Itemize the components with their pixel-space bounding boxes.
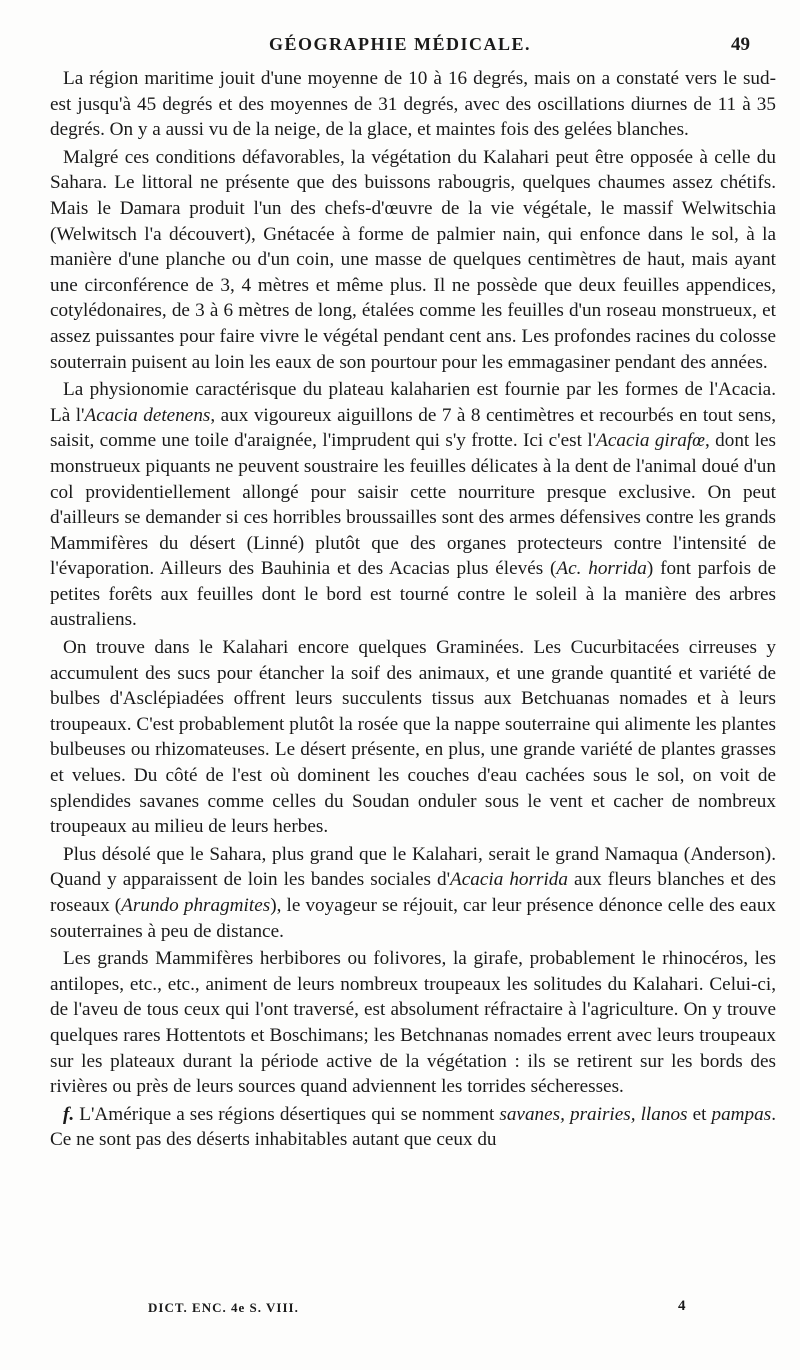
italic-term: Acacia horrida (450, 869, 568, 891)
text-run: et (687, 1103, 712, 1125)
footer-mark: 4 (678, 1298, 687, 1314)
running-title: GÉOGRAPHIE MÉDICALE. (268, 34, 532, 54)
text-run: Plus désolé que le Sahara, plus grand que le Kalahari, serait le grand Namaqua (Anderson). Quand y apparaissent de loin les bandes sociales d' (50, 843, 776, 891)
text-run: . Ce ne sont pas des déserts inhabitables autant que ceux du (50, 1103, 776, 1151)
text-run: L'Amérique a ses régions désertiques qui se nomment (74, 1103, 500, 1125)
running-head (40, 34, 760, 58)
text-run: ), le voyageur se réjouit, car leur présence dénonce celle des eaux souterraines à peu de distance. (50, 895, 777, 942)
body-text (50, 66, 776, 1155)
page-number: 49 (731, 34, 750, 55)
text-run: La physionomie caractérisque du plateau kalaharien est fournie par les formes de l'Acacia. Là l' (50, 379, 776, 426)
italic-term: Ac. horrida (556, 558, 647, 580)
italic-term: pampas (711, 1103, 772, 1125)
paragraph-vegetation: Malgré ces conditions défavorables, la végétation du Kalahari peut être opposée à celle du Sahara. Le littoral ne présente que des buissons rabougris, quelques chaumes assez chétifs. Mais le Damara produit l'un des chefs-d'œuvre de la vie végétale, le massif Welwitschia (Welwitsch l'a découvert), Gnétacée à forme de palmier nain, qui enfonce dans le sol, à la manière d'une planche ou d'un coin, une masse de quelques centimètres de haut, mais ayant une circonférence de 3, 4 mètres et même plus. Il ne possède que deux feuilles appendices, cotylédonaires, de 3 à 6 mètres de long, étalées comme les feuilles d'un roseau monstrueux, et assez puissantes pour faire vivre le végétal pendant cent ans. Les profondes racines du colosse souterrain puisent au loin les eaux de son pourtour pour les emmagasiner pendant des années. (50, 146, 776, 373)
paragraph-mammals: Les grands Mammifères herbibores ou folivores, la girafe, probablement le rhinocéros, les antilopes, etc., etc., animent de leurs nombreux troupeaux les solitudes du Kalahari. Celui-ci, de l'aveu de tous ceux qui l'ont traversé, est absolument réfractaire à l'agriculture. On y trouve quelques rares Hottentots et Boschimans; les Betchnanas nomades errent avec leurs troupeaux sur les plateaux durant la période active de la végétation : ils se retirent sur les bords des rivières ou près de leurs sources quand adviennent les torrides sécheresses. (50, 948, 776, 1098)
paragraph-graminees: On trouve dans le Kalahari encore quelques Graminées. Les Cucurbitacées cirreuses y accumulent des sucs pour étancher la soif des animaux, et une grande quantité et variété de bulbes d'Asclépiadées offrent leurs succulents tissus aux Betchuanas nomades et à leurs troupeaux. C'est probablement plutôt la rosée que la nappe souterraine qui alimente les plantes bulbeuses ou rhizomateuses. Le désert présente, en plus, une grande variété de plantes grasses et velues. Du côté de l'est où dominent les couches d'eau cachées sous le sol, on voit de splendides savanes comme celles du Soudan onduler sous le vent et cacher de nombreux troupeaux au milieu de leurs herbes. (50, 637, 776, 838)
signature-mark: DICT. ENC. 4e S. VIII. (148, 1300, 299, 1315)
italic-term: Acacia girafœ (596, 430, 705, 452)
footer (148, 1300, 760, 1322)
text-run: , aux vigoureux aiguillons de 7 à 8 centimètres et recourbés en tout sens, saisit, comme une toile d'araignée, l'imprudent qui s'y frotte. Ici c'est l' (50, 404, 776, 452)
paragraph-acacia (50, 377, 776, 633)
text-run: aux fleurs blanches et des roseaux ( (50, 869, 776, 916)
paragraph-climate: La région maritime jouit d'une moyenne de 10 à 16 degrés, mais on a constaté vers le sud-est jusqu'à 45 degrés et des moyennes de 31 degrés, avec des oscillations diurnes de 11 à 35 degrés. On y a aussi vu de la neige, de la glace, et maintes fois des gelées blanches. (50, 68, 776, 141)
text-run: , dont les monstrueux piquants ne peuvent soustraire les feuilles délicates à la dent de l'animal doué d'un col providentiellement allongé pour saisir cette nourriture presque exclusive. On peut d'ailleurs se demander si ces horribles broussailles sont des armes défensives contre les grands Mammifères du désert (Linné) plutôt que des organes protecteurs contre l'intensité de l'évaporation. Ailleurs des Bauhinia et des Acacias plus élevés ( (50, 430, 776, 580)
paragraph-namaqua (50, 842, 776, 944)
italic-term: Arundo phragmites (121, 895, 271, 916)
text-run: ) font parfois de petites forêts aux feuilles dont le bord est tourné contre le soleil à la manière des arbres australiens. (50, 558, 776, 631)
italic-term: savanes, prairies, llanos (499, 1103, 688, 1125)
paragraph-america (50, 1102, 776, 1153)
section-letter: f. (63, 1103, 75, 1125)
italic-term: Acacia detenens (84, 404, 211, 426)
